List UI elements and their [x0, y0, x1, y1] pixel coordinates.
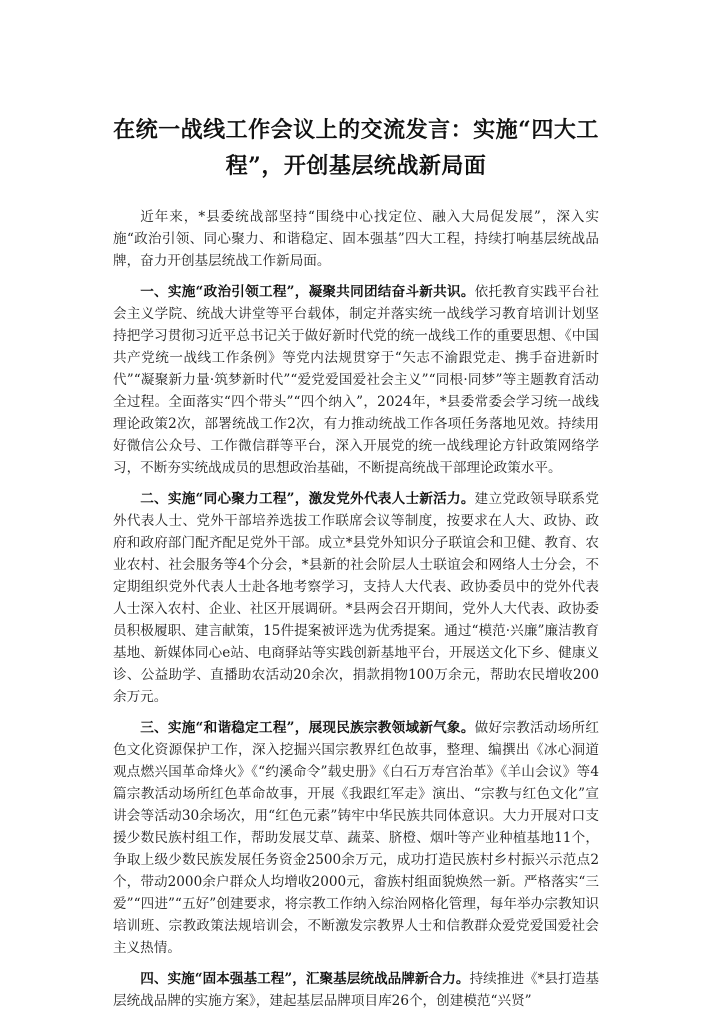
section-heading-3: 三、实施“和谐稳定工程”，展现民族宗教领域新气象。 [140, 720, 475, 736]
section-paragraph-3 [113, 717, 599, 959]
document-title: 在统一战线工作会议上的交流发言：实施“四大工程”，开创基层统战新局面 [113, 117, 599, 179]
section-heading-2: 二、实施“同心聚力工程”，激发党外代表人士新活力。 [140, 491, 475, 507]
section-paragraph-2 [113, 488, 599, 708]
section-paragraph-1 [113, 281, 599, 479]
section-paragraph-4 [113, 968, 599, 1012]
document-body [113, 206, 599, 1012]
section-heading-1: 一、实施“政治引领工程”，凝聚共同团结奋斗新共识。 [140, 284, 475, 300]
section-body-1: 依托教育实践平台社会主义学院、统战大讲堂等平台载体，制定并落实统一战线学习教育培训计划坚持把学习贯彻习近平总书记关于做好新时代党的统一战线工作的重要思想、《中国共产党统一战线工作条例》等党内法规贯穿于“矢志不渝跟党走、携手奋进新时代”“凝聚新力量·筑梦新时代”“爱党爱国爱社会主义”“同根·同梦”等主题教育活动全过程。全面落实“四个带头”“四个纳入”，2024年，*县委常委会学习统一战线理论政策2次，部署统战工作2次，有力推动统战工作各项任务落地见效。持续用好微信公众号、工作微信群等平台，深入开展党的统一战线理论方针政策网络学习，不断夯实统战成员的思想政治基础，不断提高统战干部理论政策水平。 [113, 284, 599, 476]
section-heading-4: 四、实施“固本强基工程”，汇聚基层统战品牌新合力。 [140, 971, 470, 987]
section-body-2: 建立党政领导联系党外代表人士、党外干部培养选拔工作联席会议等制度，按要求在人大、政协、政府和政府部门配齐配足党外干部。成立*县党外知识分子联谊会和卫健、教育、农业农村、社会服务等4个分会，*县新的社会阶层人士联谊会和网络人士分会，不定期组织党外代表人士赴各地考察学习，支持人大代表、政协委员中的党外代表人士深入农村、企业、社区开展调研。*县两会召开期间，党外人大代表、政协委员积极履职、建言献策，15件提案被评选为优秀提案。通过“模范·兴廉”廉洁教育基地、新媒体同心e站、电商驿站等实践创新基地平台，开展送文化下乡、健康义诊、公益助学、直播助农活动20余次，捐款捐物100万余元，帮助农民增收200余万元。 [113, 491, 599, 705]
section-body-4: 持续推进《*县打造基层统战品牌的实施方案》，建起基层品牌项目库26个，创建模范“兴贤” [113, 971, 600, 1009]
section-body-3: 做好宗教活动场所红色文化资源保护工作，深入挖掘兴国宗教界红色故事，整理、编撰出《冰心洞道观点燃兴国革命烽火》《“约溪命令”载史册》《白石万寿宫治革》《羊山会议》等4篇宗教活动场所红色革命故事，开展《我跟红军走》演出、“宗教与红色文化”宣讲会等活动30余场次，用“红色元素”铸牢中华民族共同体意识。大力开展对口支援少数民族村组工作，帮助发展艾草、蔬菜、脐橙、烟叶等产业种植基地11个，争取上级少数民族发展任务资金2500余万元，成功打造民族村乡村振兴示范点2个，带动2000余户群众人均增收2000元，畲族村组面貌焕然一新。严格落实“三爱”“四进”“五好”创建要求，将宗教工作纳入综治网格化管理，每年举办宗教知识培训班、宗教政策法规培训会，不断激发宗教界人士和信教群众爱党爱国爱社会主义热情。 [113, 720, 599, 956]
intro-paragraph: 近年来，*县委统战部坚持“围绕中心找定位、融入大局促发展”，深入实施“政治引领、同心聚力、和谐稳定、固本强基”四大工程，持续打响基层统战品牌，奋力开创基层统战工作新局面。 [113, 209, 599, 269]
